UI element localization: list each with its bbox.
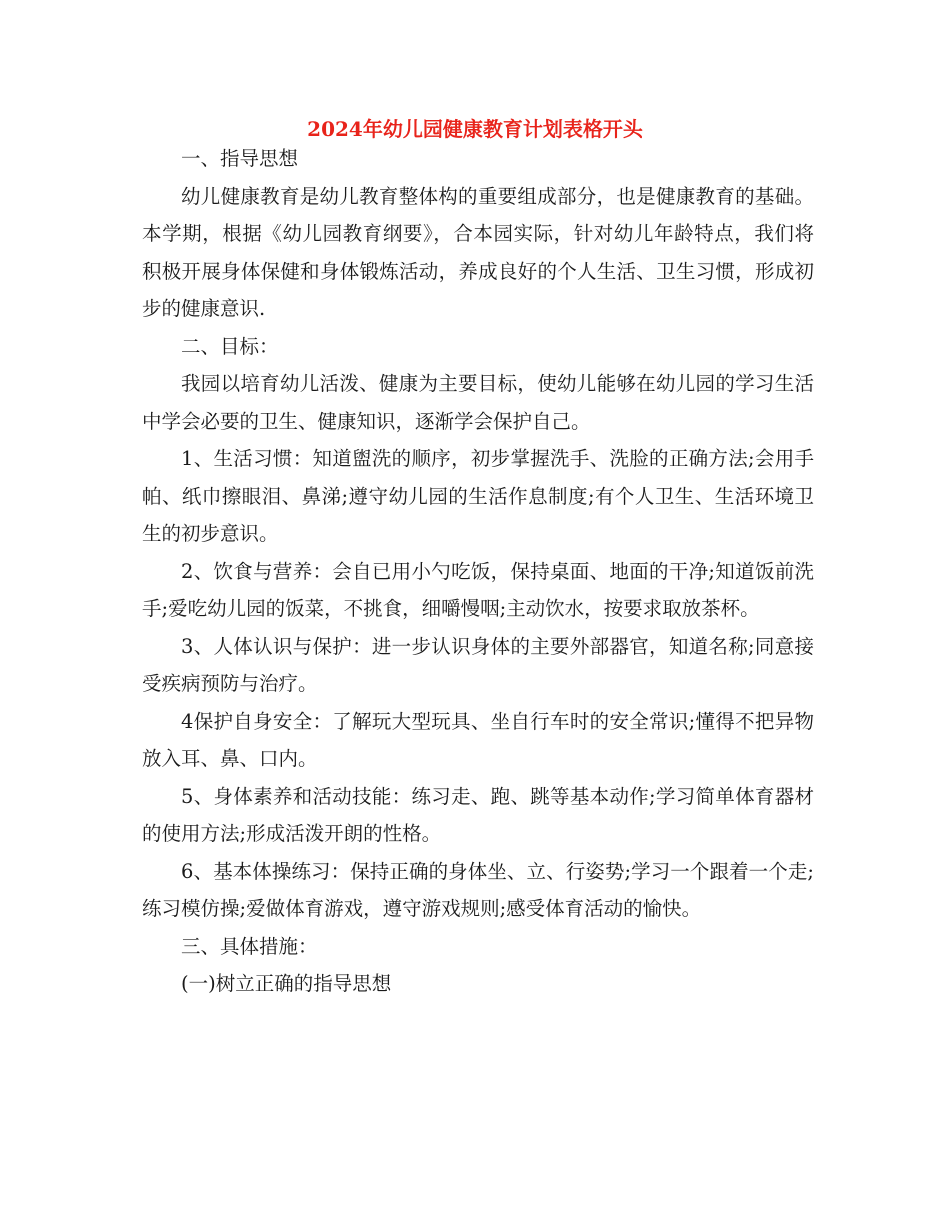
document-title: 2024年幼儿园健康教育计划表格开头 <box>307 117 643 141</box>
section-heading-guiding-ideology: 一、指导思想 <box>181 147 299 170</box>
document-body <box>142 140 814 1003</box>
section-heading-goals: 二、目标： <box>181 334 279 358</box>
paragraph-goal-body-awareness: 3、人体认识与保护：进一步认识身体的主要外部器官，知道名称;同意接受疾病预防与治疗。 <box>142 634 814 695</box>
paragraph-goal-gymnastics: 6、基本体操练习：保持正确的身体坐、立、行姿势;学习一个跟着一个走;练习模仿操;爱做体育游戏，遵守游戏规则;感受体育活动的愉快。 <box>142 859 814 920</box>
paragraph-goal-physical-skills: 5、身体素养和活动技能：练习走、跑、跳等基本动作;学习简单体育器材的使用方法;形成活泼开朗的性格。 <box>142 784 814 845</box>
paragraph-goal-living-habits: 1、生活习惯：知道盥洗的顺序，初步掌握洗手、洗脸的正确方法;会用手帕、纸巾擦眼泪、鼻涕;遵守幼儿园的生活作息制度;有个人卫生、生活环境卫生的初步意识。 <box>142 447 814 545</box>
section-heading-measures: 三、具体措施： <box>181 934 318 958</box>
paragraph-guiding-ideology: 幼儿健康教育是幼儿教育整体构的重要组成部分，也是健康教育的基础。本学期，根据《幼儿园教育纲要》，合本园实际，针对幼儿年龄特点，我们将积极开展身体保健和身体锻炼活动，养成良好的个人生活、卫生习惯，形成初步的健康意识. <box>142 184 814 320</box>
paragraph-goal-diet-nutrition: 2、饮食与营养：会自已用小勺吃饭，保持桌面、地面的干净;知道饭前洗手;爱吃幼儿园的饭菜，不挑食，细嚼慢咽;主动饮水，按要求取放茶杯。 <box>142 559 814 620</box>
paragraph-goals-intro: 我园以培育幼儿活泼、健康为主要目标，使幼儿能够在幼儿园的学习生活中学会必要的卫生、健康知识，逐渐学会保护自己。 <box>142 372 814 433</box>
paragraph-goal-self-safety: 4保护自身安全：了解玩大型玩具、坐自行车时的安全常识;懂得不把异物放入耳、鼻、口内。 <box>142 709 814 770</box>
subheading-correct-ideology: (一)树立正确的指导思想 <box>181 972 392 995</box>
